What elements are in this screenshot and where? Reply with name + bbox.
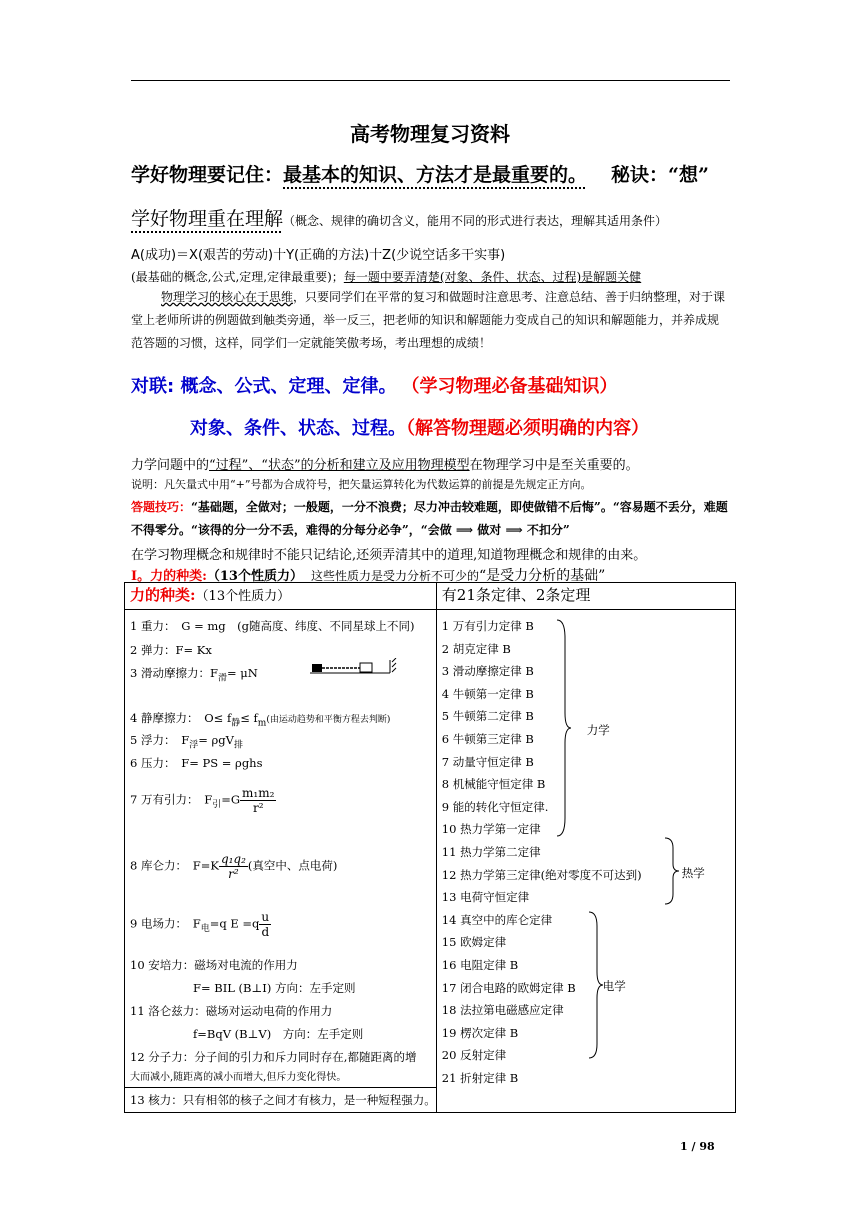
force-static-friction: 4 静摩擦力： $O\le f_静\le f_m$(由运动趋势和平衡方程去判断) — [130, 711, 391, 729]
force-electric-field: 9 电场力： $F_电=q$ E =q $\frac{u}{d}$ — [130, 910, 270, 939]
law-item: 20 反射定律 — [441, 1048, 507, 1063]
force-nuclear: 13 核力：只有相邻的核子之间才有核力，是一种短程强力。 — [125, 1088, 437, 1113]
law-item: 7 动量守恒定律 B — [441, 754, 534, 769]
law-item: 3 滑动摩擦定律 B — [441, 664, 534, 679]
force-coulomb: 8 库仑力： F=K $\frac{\text{q₁q₂}}{\text{r²}}$ (真空中、点电荷) — [130, 852, 338, 881]
force-ampere-formula: F= BIL (B⊥I) 方向：左手定则 — [193, 981, 356, 995]
intro-paragraph: 物理学习的核心在于思维，只要同学们在平常的复习和做题时注意思考、注意总结、善于归纳整理，对于课堂上老师所讲的例题做到触类旁通，举一反三，把老师的知识和解题能力变成自己的知识和解题能力，并养成规范答题的习惯，这样，同学们一定就能笑傲考场，考出理想的成绩！ — [131, 290, 726, 350]
force-lorentz: 11 洛仑兹力：磁场对运动电荷的作用力 — [130, 1004, 333, 1018]
group-electric: 电学 — [602, 979, 626, 993]
law-item: 6 牛顿第三定律 B — [441, 732, 534, 746]
law-item: 15 欧姆定律 — [441, 935, 507, 950]
answer-tips: 答题技巧：“基础题，全做对；一般题，一分不浪费；尽力冲击较难题，即使做错不后悔”。“容易题不丢分，难题不得零分。“该得的分一分不丢，难得的分每分必争”，“会做 ⟹ 做对 ⟹ 不扣分” — [131, 500, 728, 537]
force-ampere: 10 安培力：磁场对电流的作用力 — [130, 958, 298, 972]
law-item: 16 电阻定律 B — [441, 958, 519, 972]
law-item: 18 法拉第电磁感应定律 — [441, 1003, 564, 1018]
force-lorentz-formula: f=BqV (B⊥V) 方向：左手定则 — [193, 1027, 364, 1041]
law-item: 9 能的转化守恒定律. — [441, 799, 549, 814]
force-molecular: 12 分子力：分子间的引力和斥力同时存在,都随距离的增 — [130, 1050, 417, 1064]
force-universal-gravitation: 7 万有引力： $F_引=G$ $\frac{\text{m₁m₂}}{\text{r²}}$ — [130, 786, 275, 815]
thermal-brace-icon — [663, 836, 681, 906]
force-kinds-heading: Ⅰ。力的种类:（13个性质力） 这些性质力是受力分析不可少的“是受力分析的基础” — [131, 568, 606, 584]
laws-cell — [436, 610, 735, 1113]
force-molecular-cont: 大而减小,随距离的减小而增大,但斥力变化得快。 — [130, 1072, 347, 1083]
basics-line: (最基础的概念,公式,定理,定律最重要)；每一题中要弄清楚(对象、条件、状态、过程)是解题关健 — [131, 270, 642, 284]
forces-laws-table — [124, 582, 736, 1113]
law-item: 19 楞次定律 B — [441, 1025, 519, 1040]
mechanics-brace-icon — [555, 618, 573, 838]
force-gravity: 1 重力： G = mg (g随高度、纬度、不同星球上不同) — [130, 619, 415, 633]
force-pressure: 6 压力： F= PS = ρghs — [130, 756, 263, 770]
laws-header: 有21条定律、2条定理 — [436, 583, 735, 610]
law-item: 4 牛顿第一定律 B — [441, 686, 534, 701]
header-rule — [131, 80, 730, 81]
law-item: 10 热力学第一定律 — [441, 822, 541, 837]
law-item: 2 胡克定律 B — [441, 641, 511, 656]
forces-header: 力的种类:（13个性质力） — [125, 583, 437, 610]
success-formula: A(成功)＝X(艰苦的劳动)十Y(正确的方法)十Z(少说空话多干实事) — [131, 248, 506, 263]
vector-note: 说明：凡矢量式中用“+”号都为合成符号，把矢量运算转化为代数运算的前提是先规定正方向。 — [131, 478, 592, 491]
friction-diagram-icon — [310, 658, 400, 678]
group-mechanics: 力学 — [586, 723, 610, 737]
couplet-first: 对联: 概念、公式、定理、定律。 （学习物理必备基础知识） — [131, 376, 618, 397]
group-thermal: 热学 — [681, 866, 705, 880]
law-item: 17 闭合电路的欧姆定律 B — [441, 980, 576, 995]
force-elastic: 2 弹力：F= Kx — [130, 643, 212, 657]
law-item: 5 牛顿第二定律 B — [441, 709, 534, 724]
doc-title: 高考物理复习资料 — [350, 122, 510, 146]
law-item: 12 热力学第三定律(绝对零度不可达到) — [441, 867, 642, 882]
law-item: 14 真空中的库仑定律 — [441, 912, 553, 927]
force-buoyancy: 5 浮力： $F_浮= \rho gV_排$ — [130, 733, 243, 751]
law-item: 8 机械能守恒定律 B — [441, 777, 546, 792]
understanding-line: 学好物理重在理解（概念、规律的确切含义，能用不同的形式进行表达，理解其适用条件） — [131, 208, 668, 230]
law-item: 1 万有引力定律 B — [441, 619, 534, 633]
learning-line: 在学习物理概念和规律时不能只记结论,还须弄清其中的道理,知道物理概念和规律的由来。 — [131, 548, 647, 563]
couplet-second: 对象、条件、状态、过程。（解答物理题必须明确的内容） — [190, 418, 649, 439]
law-item: 13 电荷守恒定律 — [441, 890, 530, 905]
law-item: 11 热力学第二定律 — [441, 845, 541, 859]
law-item: 21 折射定律 B — [441, 1071, 519, 1085]
motto-line: 学好物理要记住：最基本的知识、方法才是最重要的。 秘诀：“想” — [131, 164, 709, 186]
forces-cell — [125, 610, 437, 1088]
page-number: 1 / 98 — [680, 1140, 715, 1153]
model-line: 力学问题中的“过程”、“状态”的分析和建立及应用物理模型在物理学习中是至关重要的。 — [131, 458, 639, 473]
force-sliding-friction: 3 滑动摩擦力：$F_滑= \mu N$ — [130, 666, 258, 684]
